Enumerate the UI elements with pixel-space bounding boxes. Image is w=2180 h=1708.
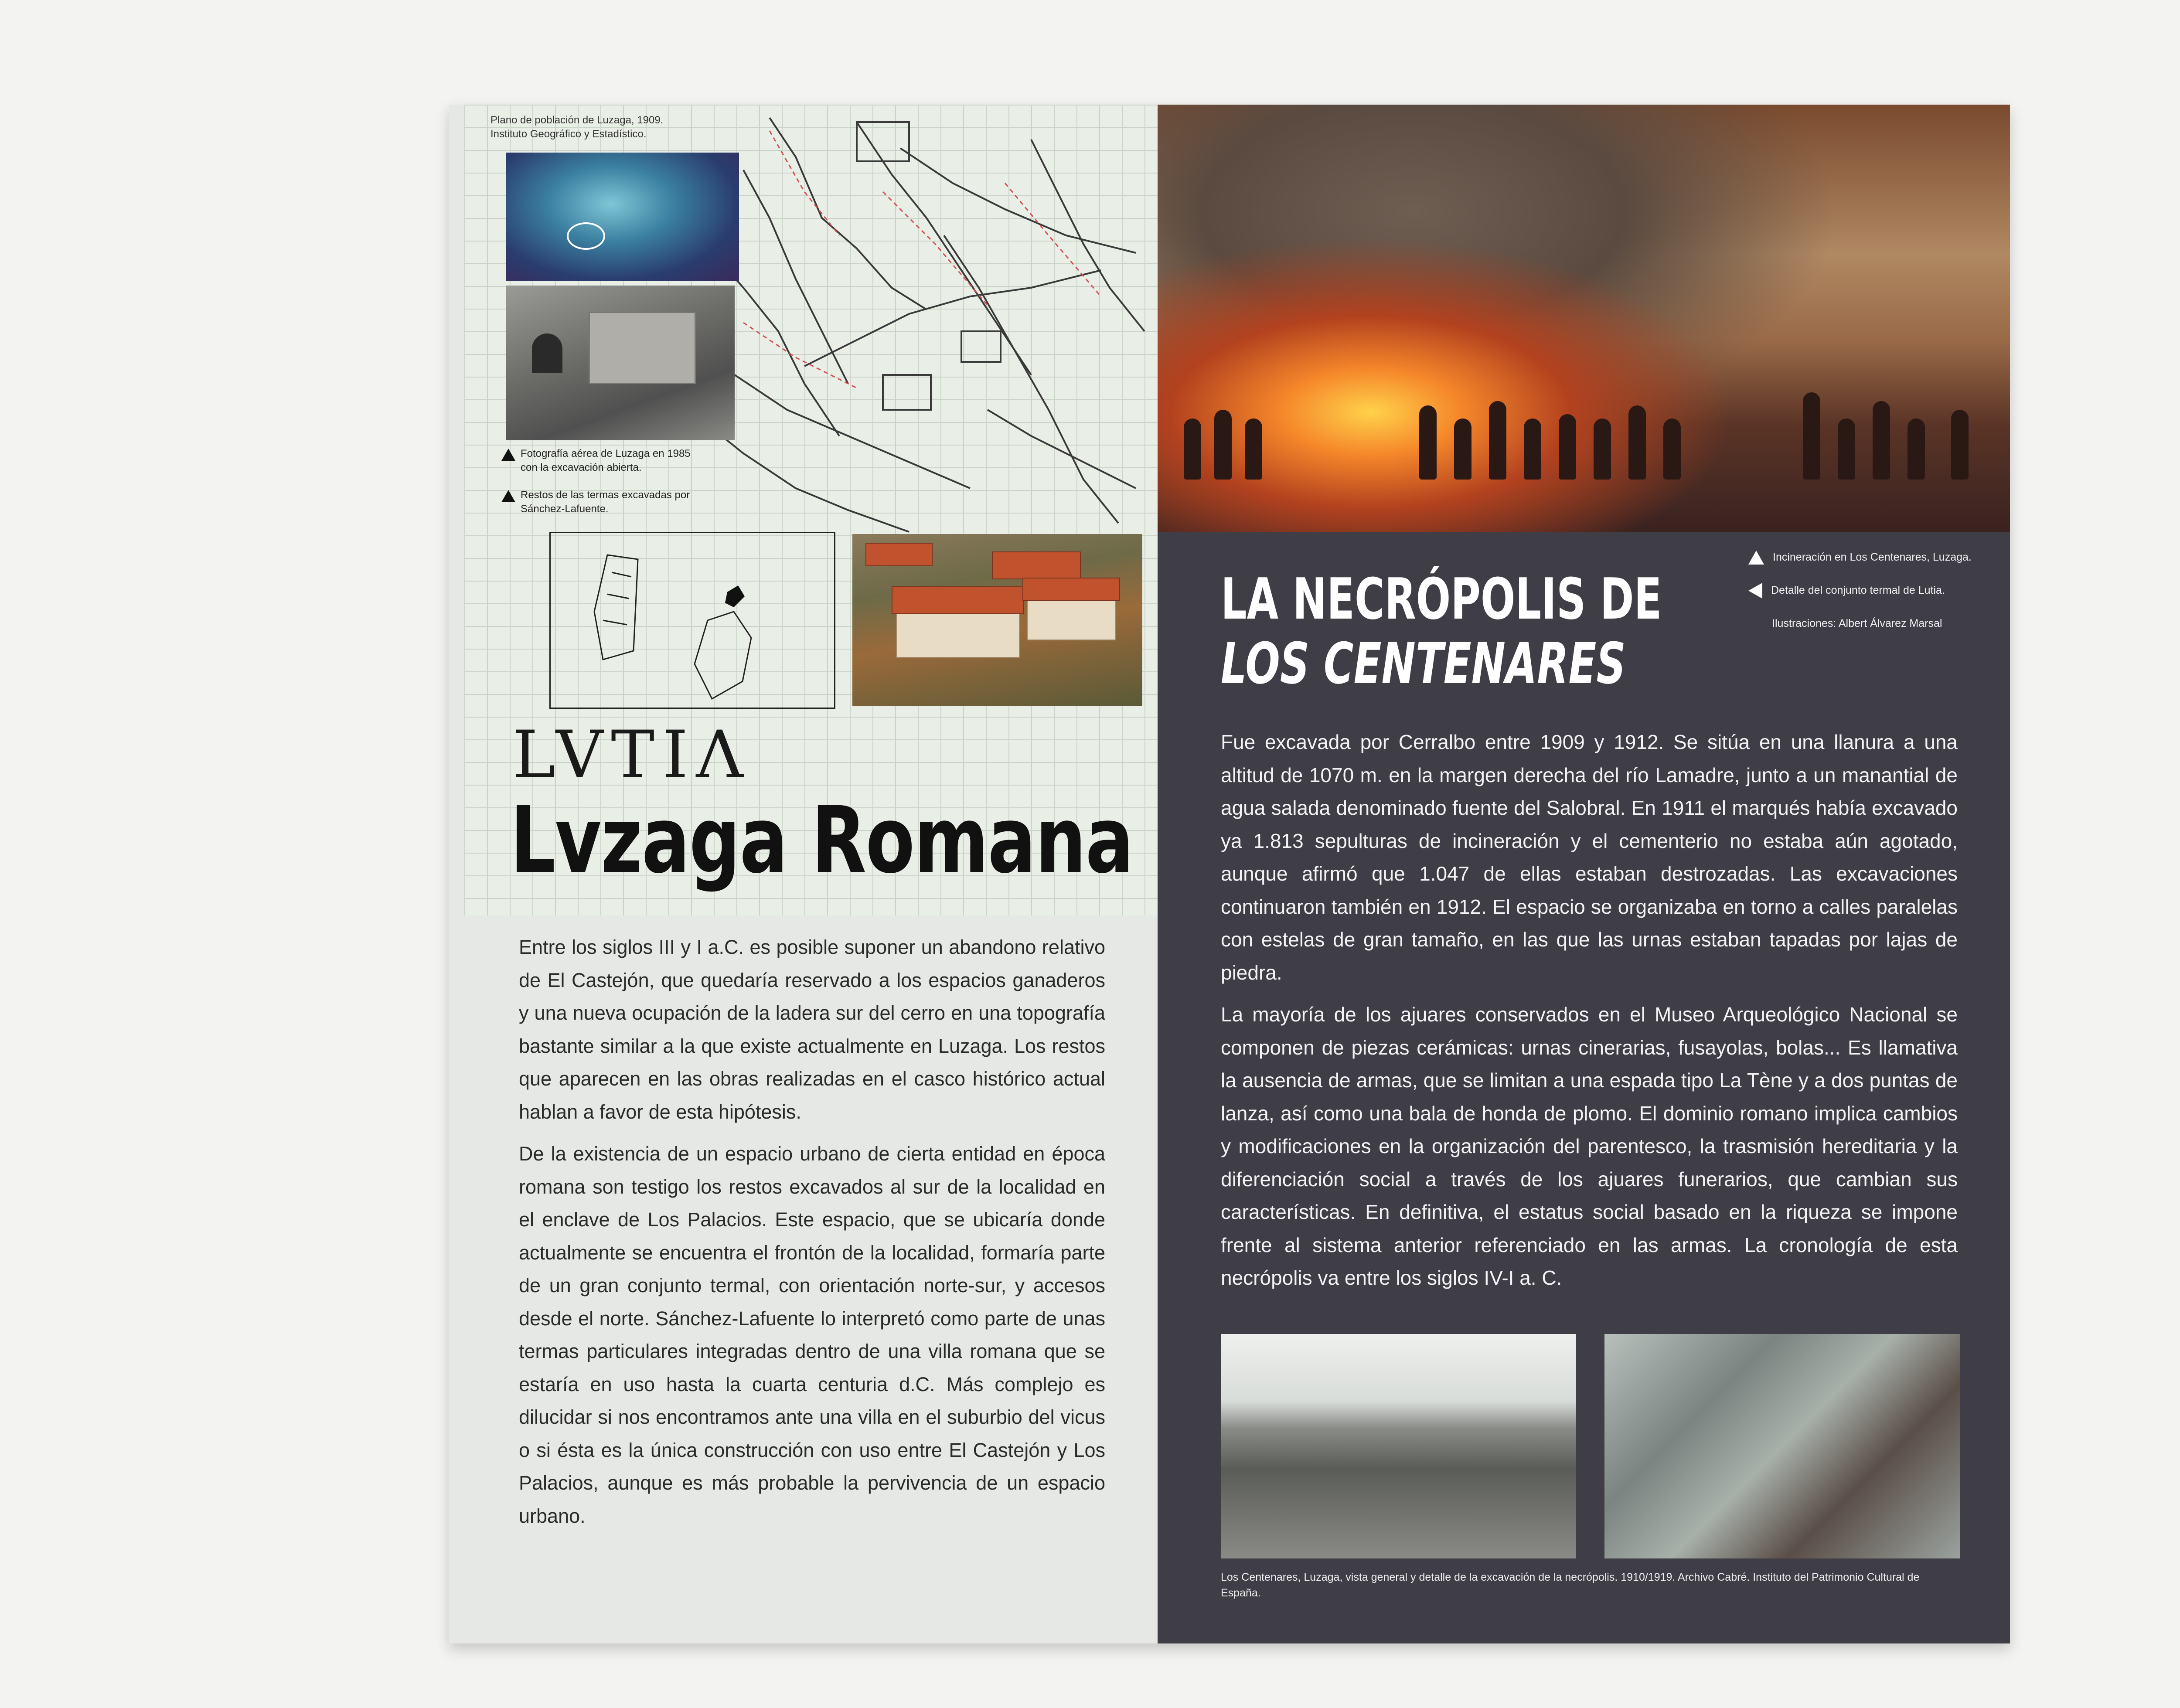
wall-shape	[589, 312, 696, 384]
aerial-photo-caption-text: Fotografía aérea de Luzaga en 1985 con la excavación abierta.	[521, 448, 691, 473]
map-caption-line-2: Instituto Geográfico y Estadístico.	[490, 128, 647, 140]
aerial-photo-caption	[501, 447, 704, 475]
left-paragraph-1: Entre los siglos III y I a.C. es posible suponer un abandono relativo de El Castejón, que quedaría reservado a los espacios ganaderos y una nueva ocupación de la ladera sur del cerro en una topografía bastante similar a la que existe actualmente en Luzaga. Los restos que aparecen en las obras realizadas en el casco histórico actual hablan a favor de esta hipótesis.	[519, 936, 1105, 1123]
illustration-captions	[1748, 541, 1975, 640]
arch-shape	[532, 333, 562, 373]
cremation-illustration	[1158, 105, 2010, 532]
baths-remains-photo	[506, 286, 735, 440]
right-column	[1158, 105, 2010, 1643]
title-lutia: LVTIΛ	[512, 717, 751, 793]
aerial-photo	[506, 153, 739, 281]
right-body-text	[1221, 726, 1958, 1304]
illus-caption-row-3	[1748, 607, 1975, 640]
triangle-up-icon	[501, 490, 515, 502]
triangle-up-icon	[1748, 551, 1764, 565]
map-caption	[490, 113, 663, 141]
right-paragraph-2: La mayoría de los ajuares conservados en el Museo Arqueológico Nacional se componen de piezas cerámicas: urnas cinerarias, fusayolas, bolas... Es llamativa la ausencia de armas, que se limitan a una espada tipo La Tène y a dos puntas de lanza, así como una bala de honda de plomo. El dominio romano implica cambios y modificaciones en la organización del parentesco, la trasmisión hereditaria y la diferenciación social a través de los ajuares funerarios, que cambian sus características. En definitiva, el estatus social basado en la riqueza se impone frente al sistema anterior referenciado en las armas. La cronología de esta necrópolis va entre los siglos IV-I a. C.	[1221, 1003, 1958, 1289]
info-panel	[449, 105, 2010, 1643]
baths-photo-caption	[501, 488, 704, 516]
necropolis-title-line-2: LOS CENTENARES	[1221, 630, 1626, 697]
triangle-up-icon	[501, 449, 515, 461]
excavation-marker	[567, 222, 605, 250]
necropolis-title	[1221, 567, 1662, 696]
right-paragraph-1: Fue excavada por Cerralbo entre 1909 y 1912. Se sitúa en una llanura a una altitud de 1070 m. en la margen derecha del río Lamadre, junto a un manantial de agua salada denominado fuente del Salobral. En 1911 el marqués había excavado ya 1.813 sepulturas de incineración y el cementerio no estaba aún agotado, aunque afirmó que 1.047 de ellas estaban destrozadas. Las excavaciones continuaron también en 1912. El espacio se organizaba en torno a calles paralelas con estelas de gran tamaño, en las que las urnas estaban tapadas por lajas de piedra.	[1221, 731, 1958, 984]
title-luzaga-romana: Lvzaga Romana	[510, 787, 1133, 894]
map-caption-line-1: Plano de población de Luzaga, 1909.	[490, 114, 664, 126]
left-paragraph-2: De la existencia de un espacio urbano de cierta entidad en época romana son testigo los restos excavados al sur de la localidad en el enclave de Los Palacios. Este espacio, que se ubicaría donde actualmente se encuentra el frontón de la localidad, formaría parte de un gran conjunto termal, con orientación norte-sur, y accesos desde el norte. Sánchez-Lafuente lo interpretó como parte de unas termas particulares integradas dentro de una villa romana que se estaría en uso hasta la cuarta centuria d.C. Más complejo es dilucidar si nos encontramos ante una villa en el suburbio del vicus o si ésta es la única construcción con uso entre El Castejón y Los Palacios, aunque es más probable la pervivencia de un espacio urbano.	[519, 1143, 1105, 1527]
villa-illustration	[852, 534, 1142, 706]
excavation-detail-photo	[1604, 1334, 1960, 1558]
triangle-left-icon	[1748, 583, 1762, 599]
left-body-text	[519, 931, 1105, 1541]
necropolis-general-view-photo	[1221, 1334, 1576, 1558]
illus-credits: Ilustraciones: Albert Álvarez Marsal	[1772, 617, 1942, 629]
illus-caption-2: Detalle del conjunto termal de Lutia.	[1771, 584, 1945, 596]
illus-caption-row-2	[1748, 574, 1975, 607]
baths-photo-caption-text: Restos de las termas excavadas por Sánchez-Lafuente.	[521, 489, 690, 515]
left-column	[449, 105, 1158, 1643]
site-plan-drawing	[549, 532, 835, 709]
necropolis-photo-caption: Los Centenares, Luzaga, vista general y detalle de la excavación de la necrópolis. 1910/1919. Archivo Cabré. Instituto del Patrimonio Cultural de España.	[1221, 1571, 1920, 1599]
site-plan-sketch	[551, 533, 834, 708]
necropolis-title-line-1: LA NECRÓPOLIS DE	[1221, 566, 1662, 632]
illus-caption-1: Incineración en Los Centenares, Luzaga.	[1773, 551, 1972, 563]
illus-caption-row-1	[1748, 541, 1975, 574]
